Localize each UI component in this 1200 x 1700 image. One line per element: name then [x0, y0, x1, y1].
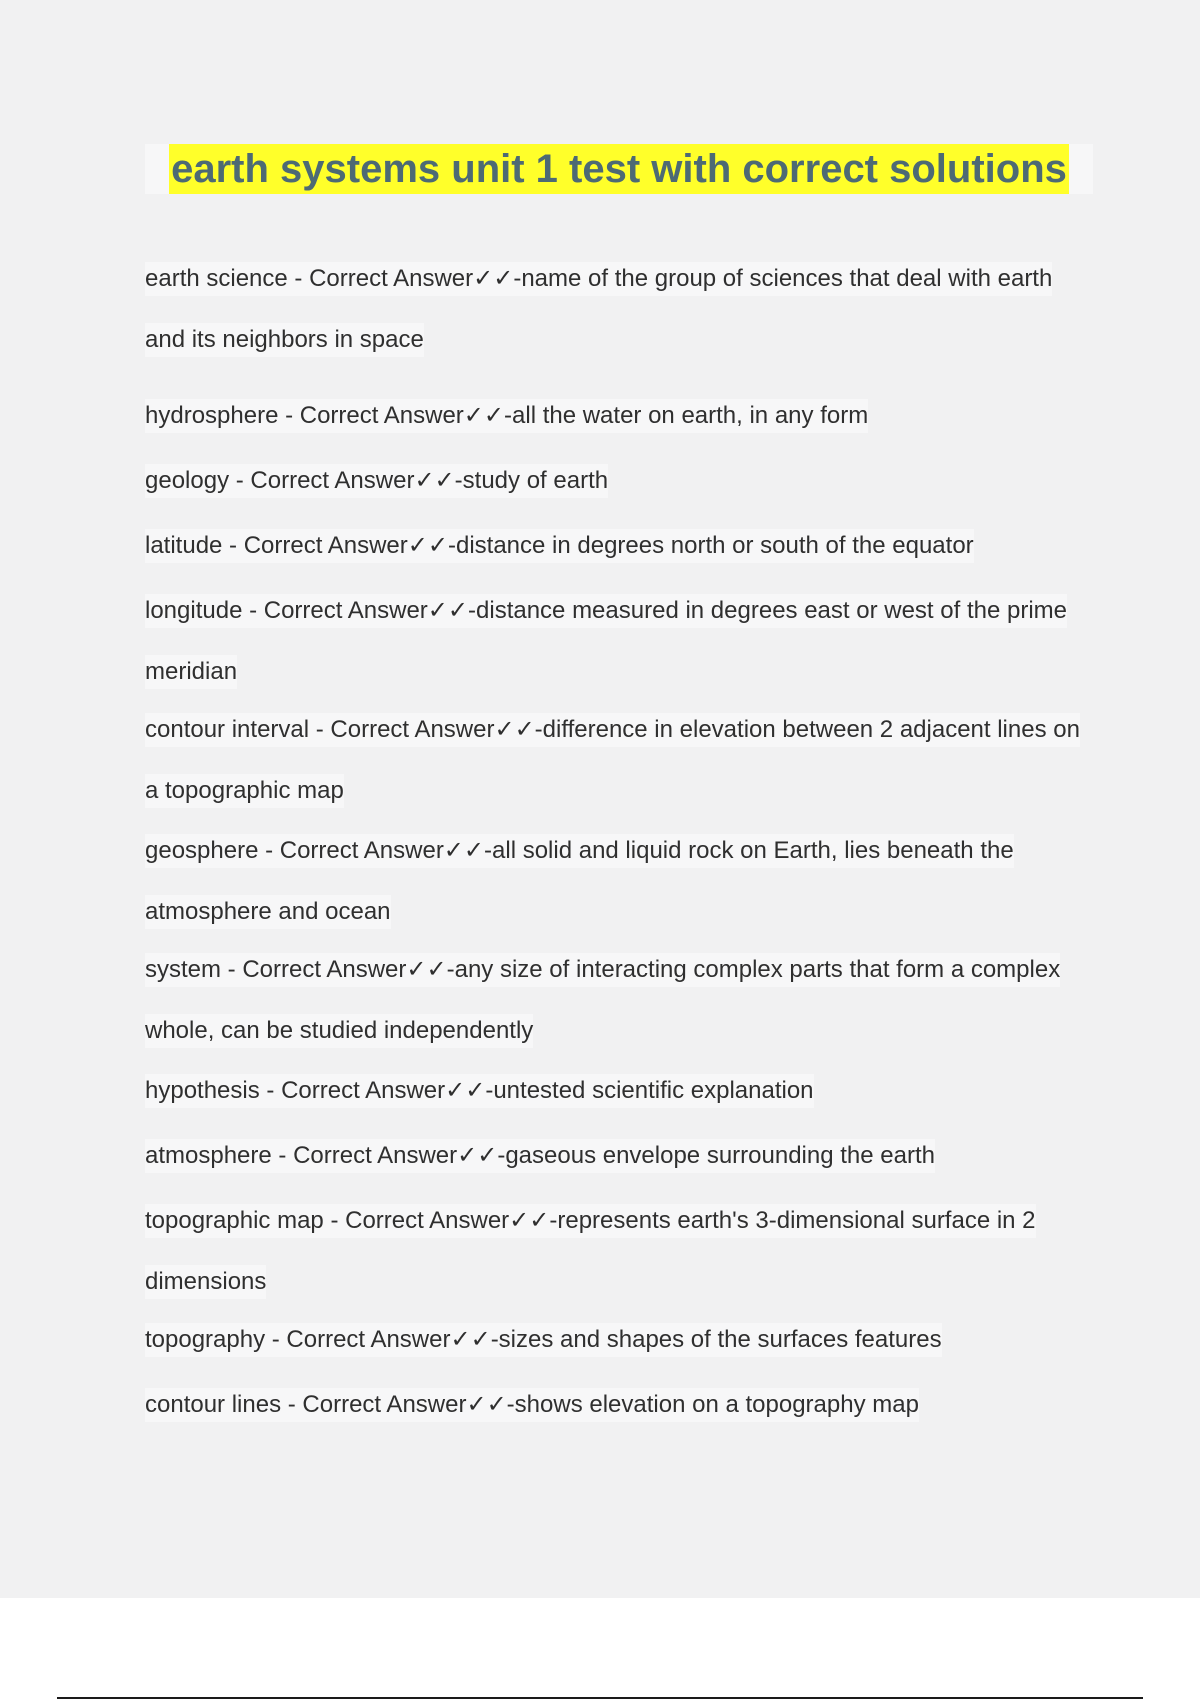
- entry-line: atmosphere and ocean: [145, 895, 391, 929]
- entry-line: topography - Correct Answer✓✓-sizes and shapes of the surfaces features: [145, 1323, 942, 1357]
- entry-line: a topographic map: [145, 774, 344, 808]
- entry-line: whole, can be studied independently: [145, 1014, 533, 1048]
- entry-line: contour interval - Correct Answer✓✓-difference in elevation between 2 adjacent lines on: [145, 713, 1080, 747]
- entry-line: geosphere - Correct Answer✓✓-all solid and liquid rock on Earth, lies beneath the: [145, 834, 1014, 868]
- title-block: [145, 144, 1093, 194]
- entry-line: earth science - Correct Answer✓✓-name of the group of sciences that deal with earth: [145, 262, 1052, 296]
- footer-divider: [57, 1697, 1143, 1699]
- document-title: earth systems unit 1 test with correct solutions: [169, 144, 1069, 194]
- entry-line: contour lines - Correct Answer✓✓-shows elevation on a topography map: [145, 1388, 919, 1422]
- entry-line: hydrosphere - Correct Answer✓✓-all the water on earth, in any form: [145, 399, 868, 433]
- entry-line: geology - Correct Answer✓✓-study of earth: [145, 464, 608, 498]
- entry-line: hypothesis - Correct Answer✓✓-untested scientific explanation: [145, 1074, 814, 1108]
- entry-line: system - Correct Answer✓✓-any size of interacting complex parts that form a complex: [145, 953, 1060, 987]
- entry-line: topographic map - Correct Answer✓✓-represents earth's 3-dimensional surface in 2: [145, 1204, 1036, 1238]
- entry-line: atmosphere - Correct Answer✓✓-gaseous envelope surrounding the earth: [145, 1139, 935, 1173]
- entry-line: dimensions: [145, 1265, 266, 1299]
- entry-line: meridian: [145, 655, 237, 689]
- entry-line: longitude - Correct Answer✓✓-distance measured in degrees east or west of the prime: [145, 594, 1067, 628]
- entry-line: latitude - Correct Answer✓✓-distance in degrees north or south of the equator: [145, 529, 974, 563]
- entry-line: and its neighbors in space: [145, 323, 424, 357]
